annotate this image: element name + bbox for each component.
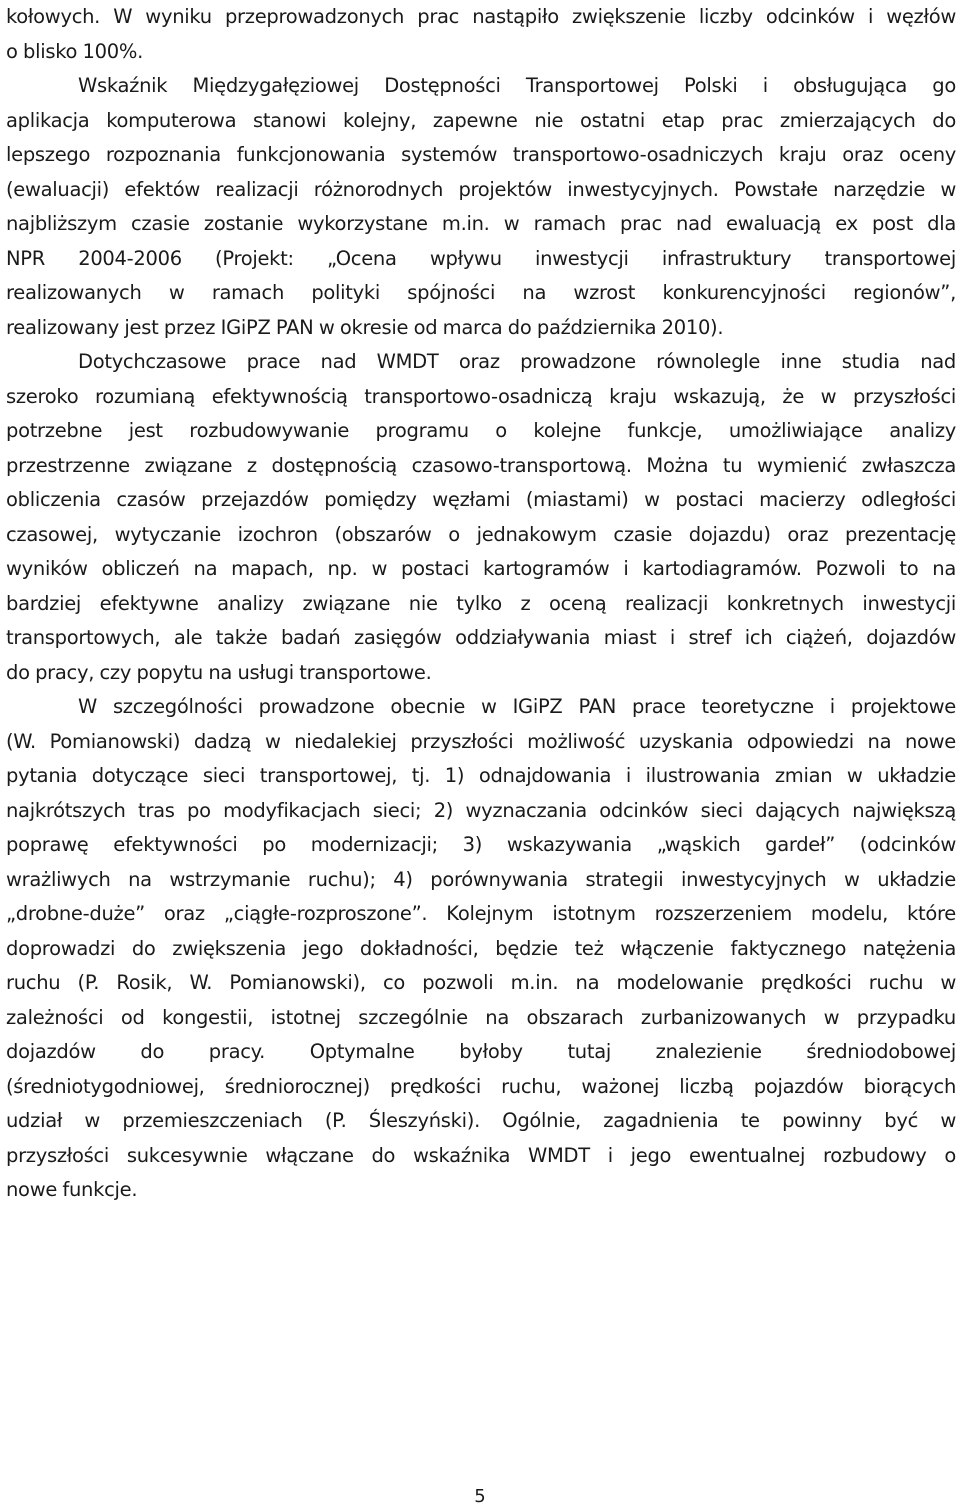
text-line: czasowej, wytyczanie izochron (obszarów o jednakowym czasie dojazdu) oraz prezentację [6, 522, 956, 546]
text-line: dojazdów do pracy. Optymalne byłoby tutaj znalezienie średniodobowej [6, 1040, 956, 1063]
document-body [6, 0, 956, 1208]
text-line: ruchu (P. Rosik, W. Pomianowski), co pozwoli m.in. na modelowanie prędkości ruchu w [6, 971, 956, 994]
text-line: „drobne-duże” oraz „ciągłe-rozproszone”. Kolejnym istotnym rozszerzeniem modelu, które [6, 902, 956, 925]
text-line: (W. Pomianowski) dadzą w niedalekiej przyszłości możliwość uzyskania odpowiedzi na nowe [6, 729, 956, 753]
text-line: transportowych, ale także badań zasięgów oddziaływania miast i stref ich ciążeń, dojazdów [6, 626, 956, 649]
text-line: nowe funkcje. [6, 1178, 138, 1201]
text-line: (średniotygodniowej, średniorocznej) prędkości ruchu, ważonej liczbą pojazdów biorących [6, 1074, 956, 1098]
paragraph-wmdt-intro [6, 69, 956, 345]
text-line: lepszego rozpoznania funkcjonowania systemów transportowo-osadniczych kraju oraz oceny [6, 143, 956, 166]
text-line: Dotychczasowe prace nad WMDT oraz prowadzone równolegle inne studia nad [78, 350, 956, 373]
paragraph-future-work [6, 345, 956, 690]
text-line: potrzebne jest rozbudowywanie programu o kolejne funkcje, umożliwiające analizy [6, 419, 956, 442]
text-line: do pracy, czy popytu na usługi transportowe. [6, 660, 432, 684]
text-line: udział w przemieszczeniach (P. Śleszyński). Ogólnie, zagadnienia te powinny być w [6, 1109, 956, 1132]
text-line: Wskaźnik Międzygałęziowej Dostępności Transportowej Polski i obsługująca go [78, 74, 956, 97]
text-line: pytania dotyczące sieci transportowej, tj. 1) odnajdowania i ilustrowania zmian w układzie [6, 764, 956, 787]
text-line: W szczególności prowadzone obecnie w IGiPZ PAN prace teoretyczne i projektowe [78, 695, 956, 718]
text-line: (ewaluacji) efektów realizacji różnorodnych projektów inwestycyjnych. Powstałe narzędzie w [6, 177, 956, 201]
text-line: obliczenia czasów przejazdów pomiędzy węzłami (miastami) w postaci macierzy odległości [6, 488, 956, 511]
text-line: NPR 2004-2006 (Projekt: „Ocena wpływu inwestycji infrastruktury transportowej [6, 246, 956, 270]
text-line: doprowadzi do zwiększenia jego dokładności, będzie też włączenie faktycznego natężenia [6, 936, 956, 960]
text-line: szeroko rozumianą efektywnością transportowo-osadniczą kraju wskazują, że w przyszłości [6, 384, 956, 408]
text-line: przestrzenne związane z dostępnością czasowo-transportową. Można tu wymienić zwłaszcza [6, 453, 956, 477]
paragraph-continuation [6, 0, 956, 69]
text-line: przyszłości sukcesywnie włączane do wskaźnika WMDT i jego ewentualnej rozbudowy o [6, 1143, 956, 1167]
text-line: realizowany jest przez IGiPZ PAN w okresie od marca do października 2010). [6, 315, 724, 339]
text-line: wyników obliczeń na mapach, np. w postaci kartogramów i kartodiagramów. Pozwoli to na [6, 557, 956, 580]
text-line: bardziej efektywne analizy związane nie tylko z oceną realizacji konkretnych inwestycji [6, 591, 956, 615]
text-line: zależności od kongestii, istotnej szczególnie na obszarach zurbanizowanych w przypadku [6, 1005, 956, 1029]
text-line: najkrótszych tras po modyfikacjach sieci; 2) wyznaczania odcinków sieci dających największą [6, 798, 956, 822]
page-number: 5 [474, 1486, 486, 1507]
text-line: wrażliwych na wstrzymanie ruchu); 4) porównywania strategii inwestycyjnych w układzie [6, 867, 956, 891]
text-line: o blisko 100%. [6, 39, 143, 63]
text-line: realizowanych w ramach polityki spójności na wzrost konkurencyjności regionów”, [6, 281, 956, 304]
text-line: kołowych. W wyniku przeprowadzonych prac nastąpiło zwiększenie liczby odcinków i węzłów [6, 5, 956, 28]
text-line: poprawę efektywności po modernizacji; 3) wskazywania „wąskich gardeł” (odcinków [6, 833, 956, 856]
paragraph-igipz-research [6, 690, 956, 1208]
text-line: najbliższym czasie zostanie wykorzystane m.in. w ramach prac nad ewaluacją ex post dla [6, 212, 956, 235]
text-line: aplikacja komputerowa stanowi kolejny, zapewne nie ostatni etap prac zmierzających do [6, 108, 956, 132]
